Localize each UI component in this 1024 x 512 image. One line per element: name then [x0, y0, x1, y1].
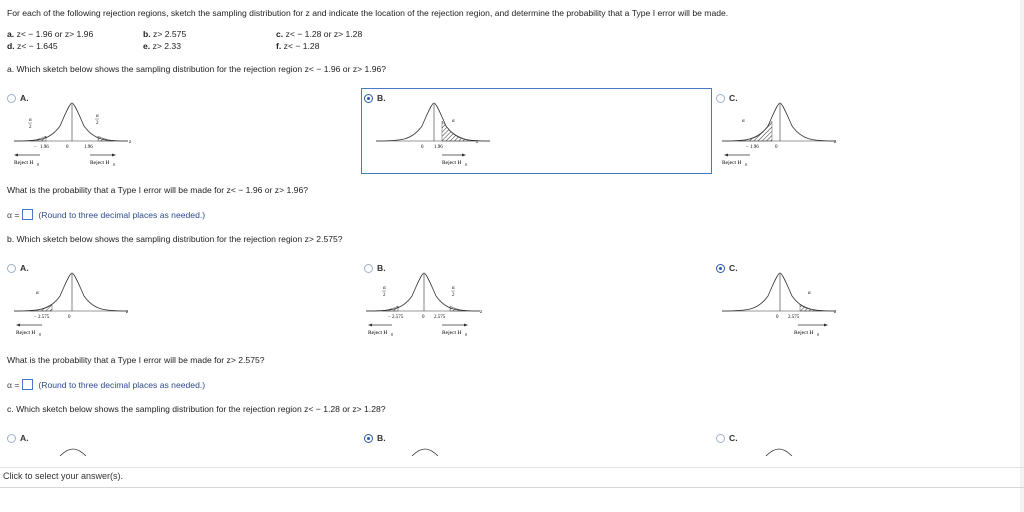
graph-a-A-two-tailed — [10, 100, 140, 172]
svg-text:1.96: 1.96 — [84, 145, 93, 150]
graph-a-B-right-tailed — [372, 100, 502, 172]
svg-text:0: 0 — [465, 332, 467, 337]
option-a-C[interactable]: C. — [716, 93, 738, 103]
alpha-half-label: α — [29, 118, 32, 123]
option-b-C[interactable]: C. — [716, 263, 738, 273]
part-f: f. z< − 1.28 — [276, 41, 320, 51]
question-a-prob: What is the probability that a Type I error will be made for z< − 1.96 or z> 1.96? — [7, 185, 309, 195]
svg-text:1.96: 1.96 — [750, 145, 759, 150]
footer-divider — [0, 467, 1024, 468]
svg-text:α: α — [96, 114, 99, 119]
option-b-B[interactable]: B. — [364, 263, 386, 273]
option-c-B[interactable]: B. — [364, 433, 386, 443]
svg-text:0: 0 — [776, 315, 779, 320]
graph-b-B-two-tailed — [362, 270, 492, 342]
svg-text:z: z — [476, 140, 479, 145]
footer-instruction: Click to select your answer(s). — [3, 471, 124, 481]
svg-text:z: z — [126, 310, 129, 315]
svg-text:Reject H: Reject H — [14, 160, 34, 166]
part-e: e. z> 2.33 — [143, 41, 181, 51]
graph-b-C-right-tailed — [718, 270, 848, 342]
problem-intro: For each of the following rejection regions, sketch the sampling distribution for z and indicate the location of the rejection region, and determine the probability that a Type I error will be made. — [7, 8, 729, 18]
question-c-sketch: c. Which sketch below shows the sampling distribution for the rejection region z< − 1.28 or z> 1.28? — [7, 404, 386, 414]
svg-text:0: 0 — [39, 332, 41, 337]
svg-text:α: α — [808, 291, 811, 296]
svg-text:Reject H: Reject H — [442, 160, 462, 166]
part-a: a. z< − 1.96 or z> 1.96 — [7, 29, 94, 39]
answer-input-a[interactable] — [22, 209, 33, 220]
answer-row-a — [7, 209, 205, 220]
svg-text:Reject H: Reject H — [794, 330, 814, 336]
graph-c-A-partial — [58, 448, 88, 456]
svg-text:−: − — [34, 315, 37, 320]
svg-text:α: α — [383, 286, 386, 291]
svg-text:−: − — [388, 315, 391, 320]
rounding-hint: (Round to three decimal places as needed.) — [38, 379, 206, 390]
radio-button[interactable] — [7, 434, 16, 443]
svg-text:0: 0 — [37, 162, 39, 167]
option-a-A[interactable]: A. — [7, 93, 29, 103]
svg-text:2.575: 2.575 — [788, 315, 800, 320]
svg-text:0: 0 — [817, 332, 819, 337]
svg-text:2: 2 — [96, 121, 99, 126]
question-b-prob: What is the probability that a Type I error will be made for z> 2.575? — [7, 355, 265, 365]
alpha-label: α = — [7, 379, 20, 390]
svg-text:0: 0 — [421, 145, 424, 150]
svg-text:2: 2 — [29, 125, 32, 130]
svg-text:0: 0 — [66, 145, 69, 150]
svg-text:1.96: 1.96 — [434, 145, 443, 150]
radio-button[interactable] — [716, 434, 725, 443]
svg-text:0: 0 — [113, 162, 115, 167]
svg-text:α: α — [452, 286, 455, 291]
option-b-A[interactable]: A. — [7, 263, 29, 273]
option-c-C[interactable]: C. — [716, 433, 738, 443]
page-scrollbar[interactable] — [1020, 0, 1024, 512]
svg-text:2: 2 — [383, 293, 386, 298]
question-a-sketch: a. Which sketch below shows the sampling distribution for the rejection region z< − 1.96 or z> 1.96? — [7, 64, 387, 74]
rounding-hint: (Round to three decimal places as needed.) — [38, 209, 206, 220]
svg-text:z: z — [129, 140, 132, 145]
svg-text:Reject H: Reject H — [368, 330, 388, 336]
svg-text:Reject H: Reject H — [16, 330, 36, 336]
svg-text:z: z — [834, 140, 837, 145]
alpha-label: α = — [7, 209, 20, 220]
svg-text:2.575: 2.575 — [38, 315, 50, 320]
svg-text:α: α — [742, 119, 745, 124]
svg-text:0: 0 — [745, 162, 747, 167]
answer-input-b[interactable] — [22, 379, 33, 390]
graph-a-C-left-tailed — [718, 100, 848, 172]
option-c-A[interactable]: A. — [7, 433, 29, 443]
graph-c-B-partial — [410, 448, 440, 456]
svg-text:α: α — [36, 291, 39, 296]
svg-text:α: α — [452, 119, 455, 124]
graph-b-A-left-tailed — [10, 270, 140, 342]
svg-text:z: z — [480, 310, 483, 315]
radio-button-selected[interactable] — [364, 434, 373, 443]
part-c: c. z< − 1.28 or z> 1.28 — [276, 29, 363, 39]
tick-label: 1.96 — [40, 145, 49, 150]
part-b: b. z> 2.575 — [143, 29, 187, 39]
question-b-sketch: b. Which sketch below shows the sampling distribution for the rejection region z> 2.575? — [7, 234, 343, 244]
svg-text:−: − — [34, 145, 37, 150]
graph-c-C-partial — [764, 448, 794, 456]
svg-text:0: 0 — [391, 332, 393, 337]
svg-text:Reject H: Reject H — [90, 160, 110, 166]
svg-text:2.575: 2.575 — [392, 315, 404, 320]
svg-text:Reject H: Reject H — [442, 330, 462, 336]
svg-text:2.575: 2.575 — [434, 315, 446, 320]
part-d: d. z< − 1.645 — [7, 41, 58, 51]
svg-text:0: 0 — [422, 315, 425, 320]
answer-row-b — [7, 379, 205, 390]
svg-text:2: 2 — [452, 293, 455, 298]
option-a-B[interactable]: B. — [364, 93, 386, 103]
svg-text:0: 0 — [465, 162, 467, 167]
svg-text:z: z — [834, 310, 837, 315]
svg-text:Reject H: Reject H — [722, 160, 742, 166]
footer-divider-bottom — [0, 487, 1024, 488]
svg-text:0: 0 — [775, 145, 778, 150]
svg-text:0: 0 — [68, 315, 71, 320]
svg-text:−: − — [746, 145, 749, 150]
